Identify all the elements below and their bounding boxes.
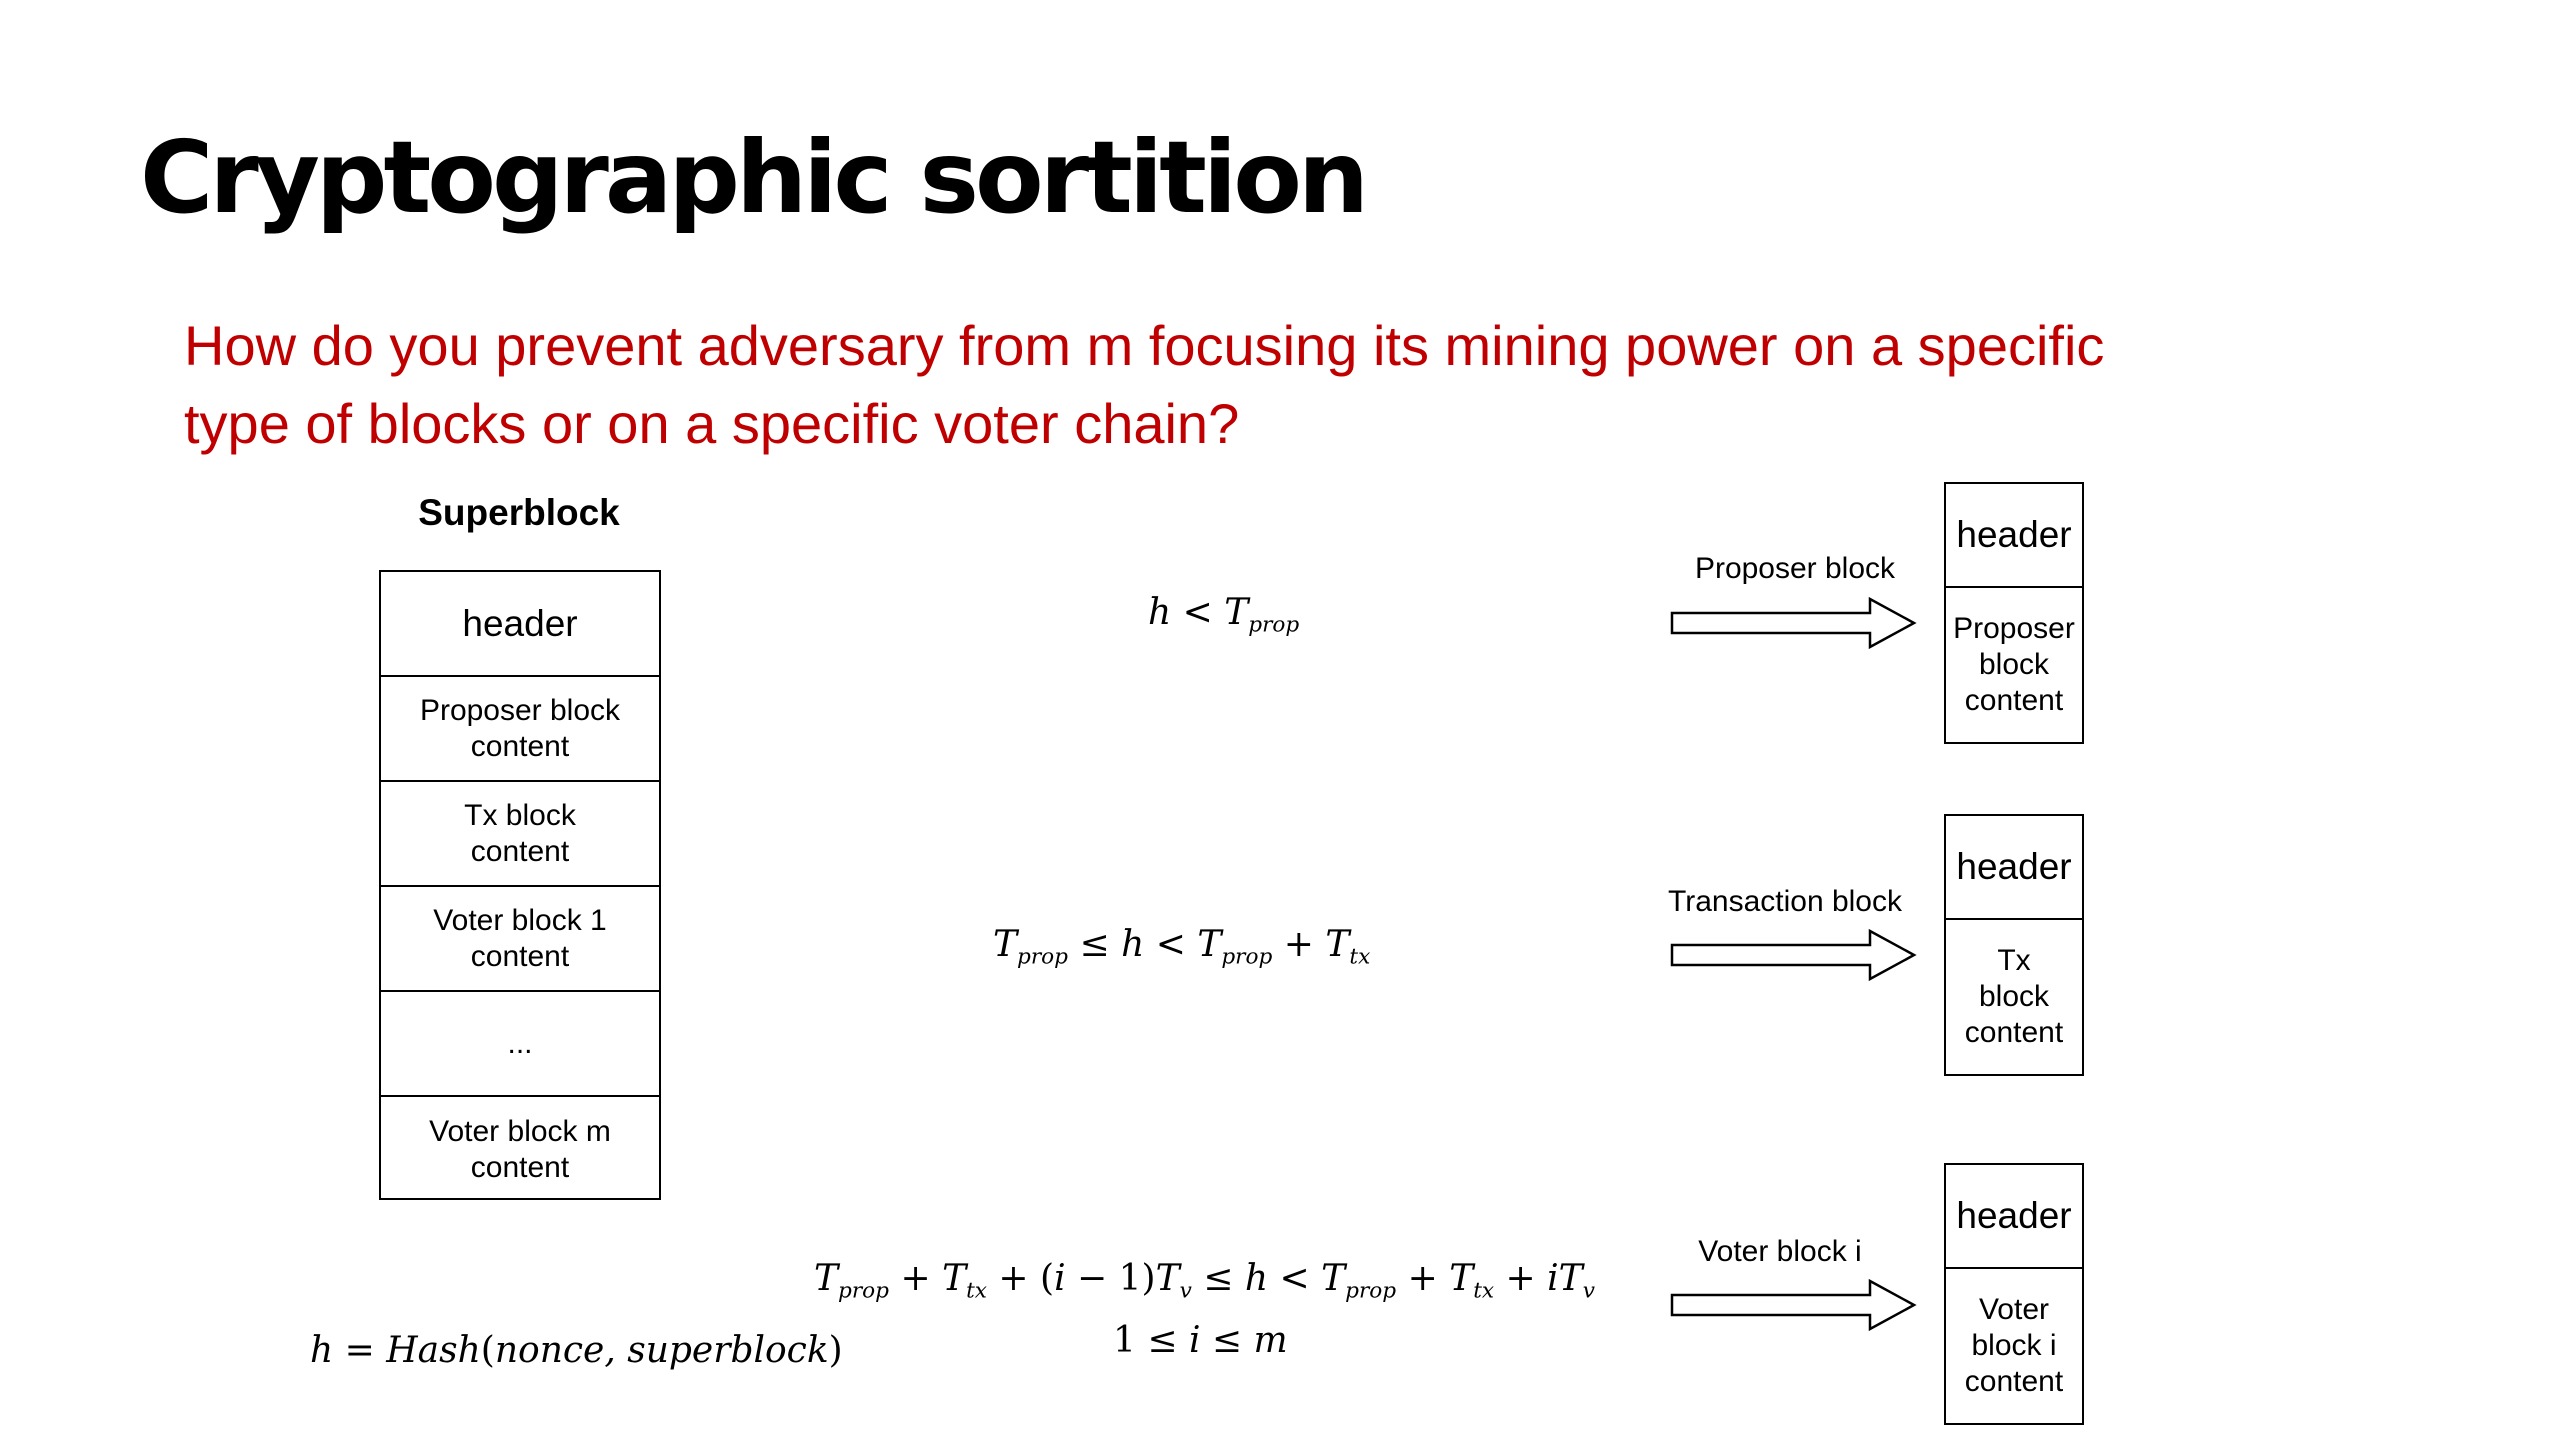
- transaction-block: [1944, 814, 2084, 1076]
- slide-title: Cryptographic sortition: [140, 119, 1366, 236]
- transaction-condition: $T_{prop} \le h < T_{prop} + T_{tx}$: [993, 924, 1371, 970]
- superblock-voterm-cell: Voter block m content: [429, 1114, 611, 1184]
- voter-condition: $T_{prop} + T_{tx} + (i - 1)T_v \le h < T_{prop} + T_{tx} + iT_v$: [814, 1258, 1595, 1304]
- arrow-right-icon: [1670, 1279, 1920, 1331]
- arrow-label-transaction: Transaction block: [1668, 885, 1902, 918]
- superblock-tx-cell: Tx block content: [381, 782, 659, 887]
- superblock-stack: [379, 570, 661, 1200]
- hash-definition: h = Hash(nonce, superblock): [310, 1330, 843, 1371]
- superblock-header-cell: header: [381, 572, 659, 677]
- arrow-right-icon: [1670, 597, 1920, 649]
- transaction-block-header: header: [1946, 816, 2082, 920]
- voter-index-range: 1 ≤ i ≤ m: [1113, 1320, 1288, 1361]
- voter-block: [1944, 1163, 2084, 1425]
- superblock-label: Superblock: [418, 492, 620, 533]
- question-line-2: type of blocks or on a specific voter chain?: [184, 392, 1240, 455]
- arrow-label-proposer: Proposer block: [1694, 552, 1896, 585]
- voter-block-content: Voter block i content: [1964, 1293, 2064, 1398]
- arrow-label-voter: Voter block i: [1698, 1235, 1862, 1268]
- superblock-voter1-cell: Voter block 1 content: [381, 887, 659, 992]
- slide-question: [184, 307, 2384, 463]
- proposer-condition: $h < T_{prop}$: [1148, 592, 1300, 638]
- proposer-block: [1944, 482, 2084, 744]
- voter-block-header: header: [1946, 1165, 2082, 1269]
- superblock-ellipsis-cell: ...: [381, 992, 659, 1097]
- superblock-proposer-cell: Proposer block content: [381, 677, 659, 782]
- transaction-block-content: Tx block content: [1964, 944, 2064, 1049]
- arrow-right-icon: [1670, 929, 1920, 981]
- proposer-block-header: header: [1946, 484, 2082, 588]
- proposer-block-content: Proposer block content: [1953, 612, 2075, 717]
- question-line-1: How do you prevent adversary from m focusing its mining power on a specific: [184, 314, 2105, 377]
